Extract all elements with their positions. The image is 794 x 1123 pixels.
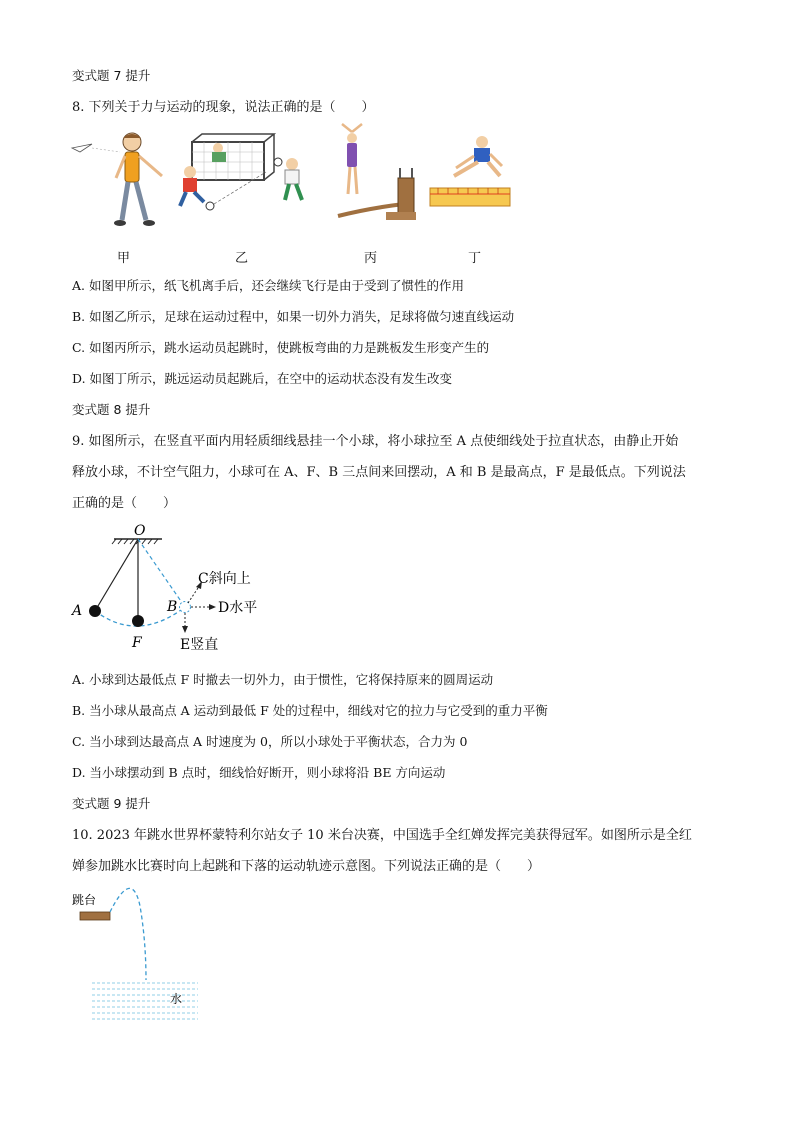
q8-stem: 8. 下列关于力与运动的现象，说法正确的是（ ）	[72, 100, 375, 115]
label-b: B	[167, 599, 178, 615]
label-o: O	[134, 523, 146, 539]
label-f: F	[132, 635, 142, 651]
caption-ding: 丁	[468, 251, 482, 266]
q9-stem-line-1: 9. 如图所示，在竖直平面内用轻质细线悬挂一个小球，将小球拉至 A 点使细线处于拉直状态，由静止开始	[72, 434, 679, 449]
q9-stem-line-2: 释放小球，不计空气阻力，小球可在 A、F、B 三点间来回摆动，A 和 B 是最高点，F 是最低点。下列说法	[72, 465, 686, 480]
q9-option-b: B. 当小球从最高点 A 运动到最低 F 处的过程中，细线对它的拉力与它受到的重力平衡	[72, 703, 548, 718]
label-d: D水平	[218, 600, 258, 616]
caption-yi: 乙	[235, 251, 249, 266]
q10-stem-line-2: 婵参加跳水比赛时向上起跳和下落的运动轨迹示意图。下列说法正确的是（ ）	[72, 859, 541, 874]
section-header-variant-7: 变式题 7 提升	[72, 68, 151, 83]
q9-option-d: D. 当小球摆动到 B 点时，细线恰好断开，则小球将沿 BE 方向运动	[72, 765, 446, 780]
section-header-variant-9: 变式题 9 提升	[72, 796, 151, 811]
q8-option-b: B. 如图乙所示，足球在运动过程中，如果一切外力消失，足球将做匀速直线运动	[72, 309, 515, 324]
paper-plane-boy-illustration	[72, 133, 162, 226]
caption-bing: 丙	[364, 251, 378, 266]
label-a: A	[72, 603, 83, 619]
label-water: 水	[170, 992, 183, 1006]
q9-option-c: C. 当小球到达最高点 A 时速度为 0，所以小球处于平衡状态，合力为 0	[72, 734, 468, 749]
label-c: C斜向上	[198, 571, 251, 587]
pendulum-diagram	[70, 525, 280, 660]
label-platform: 跳台	[72, 893, 97, 907]
section-header-variant-8: 变式题 8 提升	[72, 402, 151, 417]
soccer-goal-illustration	[180, 134, 302, 210]
q8-option-d: D. 如图丁所示，跳远运动员起跳后，在空中的运动状态没有发生改变	[72, 371, 453, 386]
label-e: E竖直	[180, 637, 219, 653]
diving-trajectory-diagram	[70, 886, 205, 1024]
q9-option-a: A. 小球到达最低点 F 时撤去一切外力，由于惯性，它将保持原来的圆周运动	[72, 672, 494, 687]
q8-illustrations	[70, 128, 520, 228]
q9-stem-line-3: 正确的是（ ）	[72, 496, 177, 511]
long-jump-illustration	[430, 136, 510, 206]
caption-jia: 甲	[117, 251, 131, 266]
q10-stem-line-1: 10. 2023 年跳水世界杯蒙特利尔站女子 10 米台决赛，中国选手全红婵发挥完美获得冠军。如图所示是全红	[72, 828, 692, 843]
q8-option-a: A. 如图甲所示，纸飞机离手后，还会继续飞行是由于受到了惯性的作用	[72, 278, 464, 293]
diving-board-illustration	[338, 124, 416, 220]
q8-option-c: C. 如图丙所示，跳水运动员起跳时，使跳板弯曲的力是跳板发生形变产生的	[72, 340, 490, 355]
